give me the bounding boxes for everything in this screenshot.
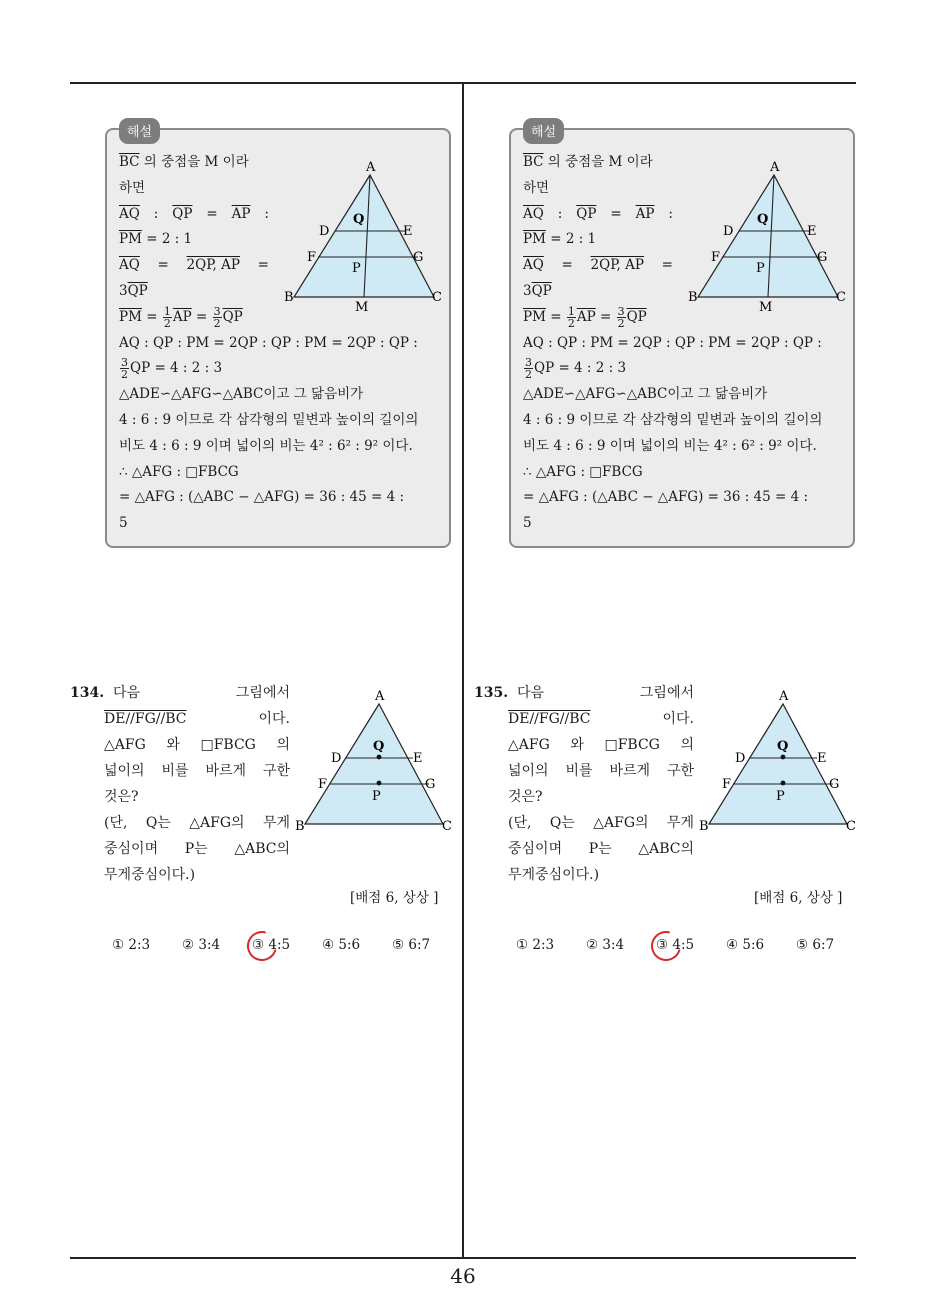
problem-134: 134. 다음 그림에서 DE//FG//BC 이다. △AFG 와 □FBCG 의 넓이의 비를 바르게 구한 것은? (단, Q는 △AFG의 무게 중심이며 P는 △ABC의 무게중심이다.) — [70, 685, 290, 883]
choice-2[interactable]: ② 3:4 — [182, 937, 221, 953]
svg-text:M: M — [759, 300, 773, 315]
choice-2[interactable]: ② 3:4 — [586, 937, 625, 953]
svg-text:C: C — [846, 819, 856, 834]
svg-text:A: A — [770, 160, 780, 175]
svg-text:Q: Q — [757, 212, 769, 227]
choice-4[interactable]: ④ 5:6 — [322, 937, 361, 953]
svg-text:B: B — [699, 819, 709, 834]
svg-text:G: G — [413, 250, 424, 265]
solution-triangle-figure — [686, 155, 846, 319]
svg-text:G: G — [425, 777, 436, 792]
svg-text:Q: Q — [373, 739, 385, 754]
svg-text:E: E — [807, 224, 817, 239]
problem-134-score: [배점 6, 상상 ] — [350, 890, 439, 906]
svg-text:C: C — [836, 290, 846, 305]
svg-text:P: P — [776, 789, 785, 804]
svg-text:F: F — [711, 250, 721, 265]
svg-text:Q: Q — [777, 739, 789, 754]
problem-135: 135. 다음 그림에서 DE//FG//BC 이다. △AFG 와 □FBCG 의 넓이의 비를 바르게 구한 것은? (단, Q는 △AFG의 무게 중심이며 P는 △ABC의 무게중심이다.) — [474, 685, 694, 883]
svg-text:F: F — [318, 777, 328, 792]
svg-text:C: C — [442, 819, 452, 834]
svg-text:P: P — [372, 789, 381, 804]
problem-135-triangle-figure — [699, 684, 864, 838]
solution-box — [105, 125, 451, 548]
svg-text:A: A — [366, 160, 376, 175]
svg-text:B: B — [284, 290, 294, 305]
solution-tag: 해설 — [523, 118, 564, 144]
svg-text:P: P — [352, 261, 361, 276]
svg-text:F: F — [307, 250, 317, 265]
svg-text:B: B — [295, 819, 305, 834]
solution-box — [509, 125, 855, 548]
svg-text:E: E — [403, 224, 413, 239]
svg-text:B: B — [688, 290, 698, 305]
problem-135-score: [배점 6, 상상 ] — [754, 890, 843, 906]
svg-text:E: E — [413, 751, 423, 766]
svg-text:M: M — [355, 300, 369, 315]
choice-3-marked[interactable]: ③ 4:5 — [252, 937, 322, 953]
svg-text:D: D — [331, 751, 342, 766]
choice-5[interactable]: ⑤ 6:7 — [392, 937, 431, 953]
solution-text: $\overline{BC}$ 의 중점을 M 이라 하면 $\overline{AQ}$ : $\overline{QP}$ = $\overline{AP}$ : $\overline{PM} = 2$ : 1 $\overline{AQ}$ = 2QP, AP = $3\overline{QP}$ $\overline{PM}$ = $\frac{1}{2}$ $\overline{AP}$ = $\frac{3}{2}$ $\overline{QP}$ AQ : QP : PM = 2QP : QP : PM = 2QP : QP : $\frac{3}{2}$ QP = 4 : 2 : 3 △ADE∽△AFG∽△ABC이고 그 닮음비가 4 : 6 : 9 이므로 각 삼각형의 밑변과 높이의 길이의 비도 4 : 6 : 9 이며 넓이의 비는 4² : 6² : 9² 이다. ∴ △AFG : □FBCG = △AFG : (△ABC − △AFG) = 36 : 45 = 4 : 5 — [523, 154, 823, 532]
answer-circle-mark — [646, 926, 687, 967]
svg-text:G: G — [829, 777, 840, 792]
choice-5[interactable]: ⑤ 6:7 — [796, 937, 835, 953]
svg-text:E: E — [817, 751, 827, 766]
solution-text: $\overline{BC}$ 의 중점을 M 이라 하면 $\overline{AQ}$ : $\overline{QP}$ = $\overline{AP}$ : $\overline{PM} = 2$ : 1 $\overline{AQ}$ = 2QP, AP = $3\overline{QP}$ $\overline{PM}$ = $\frac{1}{2}$ $\overline{AP}$ = $\frac{3}{2}$ $\overline{QP}$ AQ : QP : PM = 2QP : QP : PM = 2QP : QP : $\frac{3}{2}$ QP = 4 : 2 : 3 △ADE∽△AFG∽△ABC이고 그 닮음비가 4 : 6 : 9 이므로 각 삼각형의 밑변과 높이의 길이의 비도 4 : 6 : 9 이며 넓이의 비는 4² : 6² : 9² 이다. ∴ △AFG : □FBCG = △AFG : (△ABC − △AFG) = 36 : 45 = 4 : 5 — [119, 154, 419, 532]
choice-4[interactable]: ④ 5:6 — [726, 937, 765, 953]
choice-1[interactable]: ① 2:3 — [516, 937, 555, 953]
page-number: 46 — [450, 1264, 476, 1288]
solution-tag: 해설 — [119, 118, 160, 144]
svg-text:P: P — [756, 261, 765, 276]
svg-text:F: F — [722, 777, 732, 792]
answer-circle-mark — [242, 926, 283, 967]
svg-text:A: A — [779, 689, 789, 704]
problem-135-choices — [516, 937, 866, 953]
svg-text:C: C — [432, 290, 442, 305]
svg-text:G: G — [817, 250, 828, 265]
svg-text:A: A — [375, 689, 385, 704]
svg-text:D: D — [735, 751, 746, 766]
svg-text:D: D — [723, 224, 734, 239]
svg-text:D: D — [319, 224, 330, 239]
right-column — [404, 0, 867, 1310]
choice-3-marked[interactable]: ③ 4:5 — [656, 937, 726, 953]
choice-1[interactable]: ① 2:3 — [112, 937, 151, 953]
svg-text:Q: Q — [353, 212, 365, 227]
